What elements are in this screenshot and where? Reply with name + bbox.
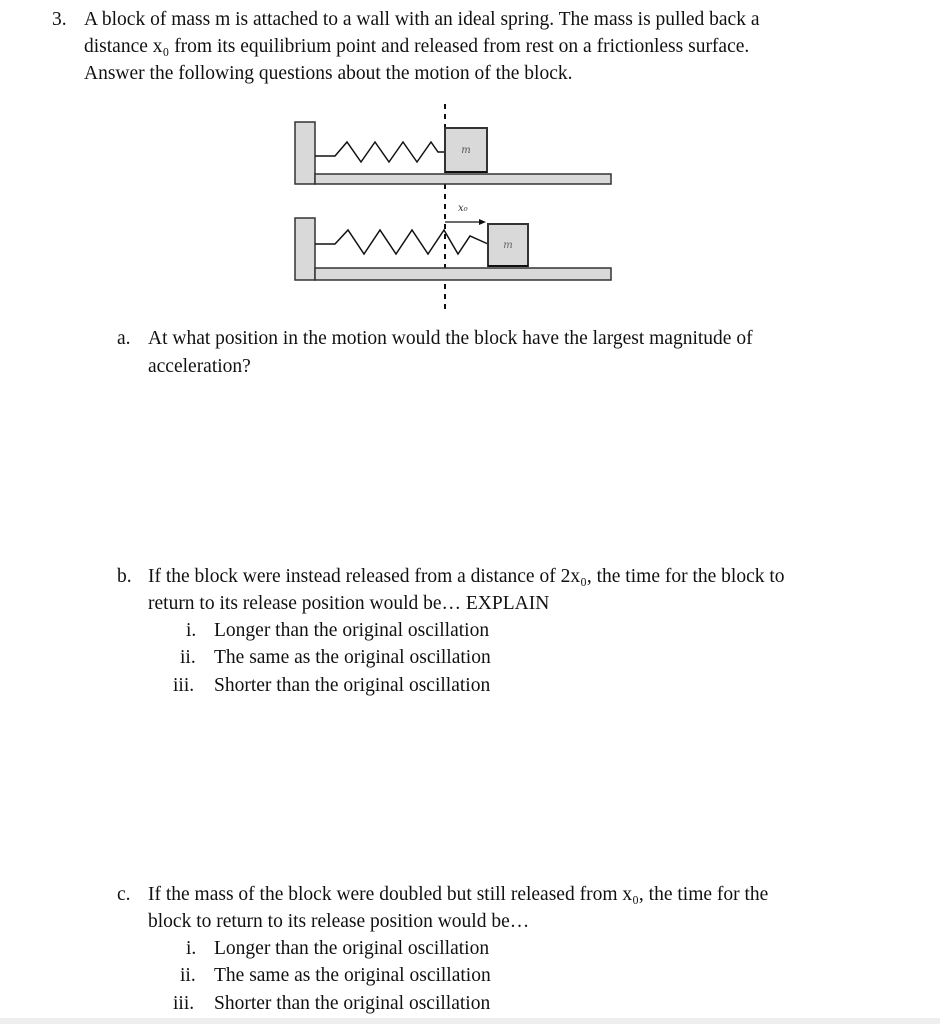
part-b-option-text: Longer than the original oscillation: [214, 620, 490, 641]
part-b-option-text: Shorter than the original oscillation: [214, 675, 491, 696]
question-number: 3.: [52, 9, 67, 30]
page-bottom-edge: [0, 1018, 940, 1024]
block-top-label: m: [461, 145, 471, 156]
floor-top: [315, 174, 611, 184]
spring-top: [315, 142, 445, 162]
part-c-letter: c.: [117, 884, 131, 905]
part-b-line: If the block were instead released from a distance of 2x₀, the time for the block to: [148, 566, 785, 587]
part-b-option-numeral: i.: [186, 620, 197, 641]
part-c-option-text: The same as the original oscillation: [214, 965, 491, 986]
block-bottom-label: m: [503, 240, 513, 251]
question-intro-line: A block of mass m is attached to a wall with an ideal spring. The mass is pulled back a: [84, 9, 760, 30]
spring-bottom: [315, 230, 488, 254]
question-intro-line: distance x₀ from its equilibrium point and released from rest on a frictionless surface.: [84, 36, 750, 57]
part-b-letter: b.: [117, 566, 132, 587]
part-c-option-numeral: iii.: [173, 993, 195, 1014]
wall-top: [295, 122, 315, 184]
part-c-line: block to return to its release position would be…: [148, 911, 530, 932]
part-b-line: return to its release position would be… EXPLAIN: [148, 593, 550, 614]
wall-bottom: [295, 218, 315, 280]
part-a-letter: a.: [117, 328, 131, 349]
part-a-line: acceleration?: [148, 356, 251, 377]
part-c-option-text: Shorter than the original oscillation: [214, 993, 491, 1014]
part-c-line: If the mass of the block were doubled but still released from x₀, the time for the: [148, 884, 769, 905]
part-b-option-numeral: iii.: [173, 675, 195, 696]
part-b-option-numeral: ii.: [180, 647, 196, 668]
floor-bottom: [315, 268, 611, 280]
question-intro-line: Answer the following questions about the motion of the block.: [84, 63, 573, 84]
part-a-line: At what position in the motion would the block have the largest magnitude of: [148, 328, 753, 349]
part-c-option-numeral: i.: [186, 938, 197, 959]
part-c-option-numeral: ii.: [180, 965, 196, 986]
displacement-label: x₀: [458, 203, 468, 214]
part-b-option-text: The same as the original oscillation: [214, 647, 491, 668]
part-c-option-text: Longer than the original oscillation: [214, 938, 490, 959]
spring-mass-diagram: [290, 104, 620, 314]
